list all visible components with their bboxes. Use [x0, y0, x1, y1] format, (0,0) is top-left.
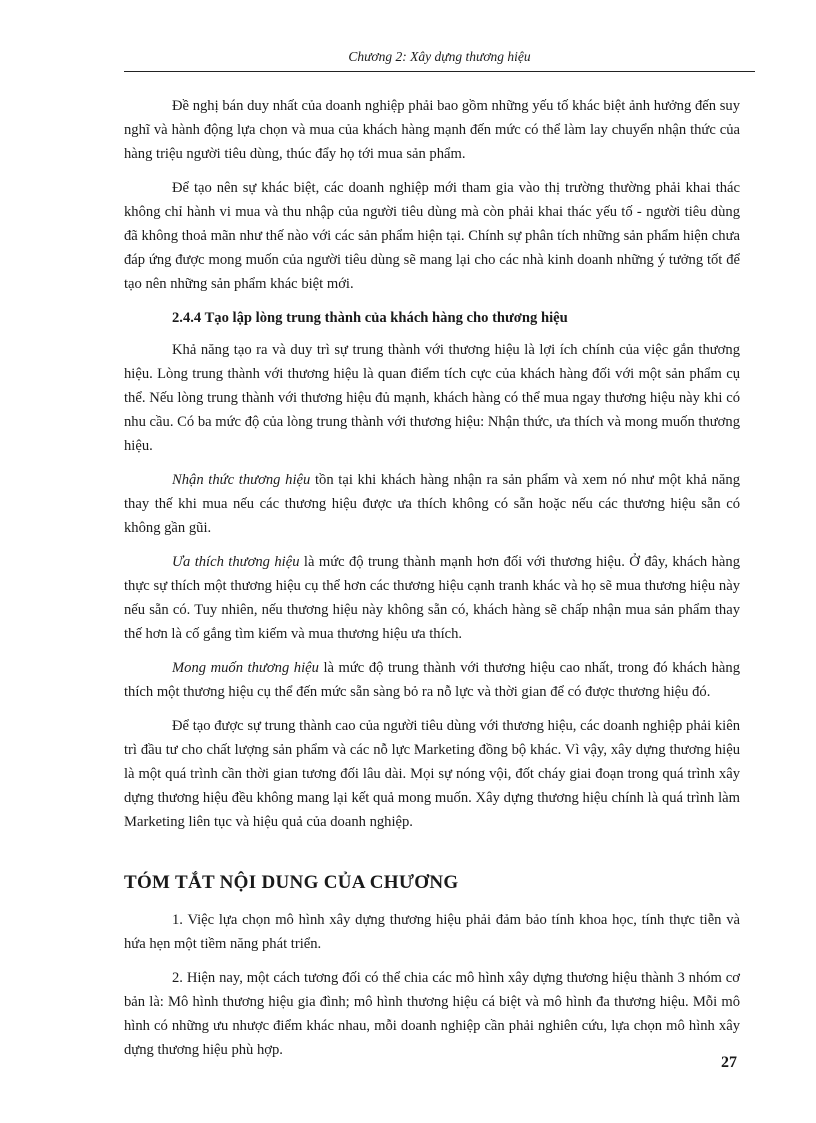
- paragraph: Để tạo nên sự khác biệt, các doanh nghiệp mới tham gia vào thị trường thường phải khai thác không chỉ hành vi mua và thu nhập của người tiêu dùng mà còn phải khai thác yếu tố - người tiêu dùng đã không thoả mãn như thế nào với các sản phẩm hiện tại. Chính sự phân tích những sản phẩm hiện chưa đáp ứng được mong muốn của người tiêu dùng sẽ mang lại cho các nhà kinh doanh những ý tưởng tốt để tạo nên những sản phẩm khác biệt mới.: [124, 180, 740, 292]
- term-awareness-text: tồn tại khi khách hàng nhận ra sản phẩm và xem nó như một khả năng thay thế khi mua nếu các thương hiệu được ưa thích không có sẵn hoặc nếu các thương hiệu sẵn có không gần gũi.: [124, 472, 740, 536]
- paragraph: [124, 656, 740, 704]
- term-insistence-text: là mức độ trung thành với thương hiệu cao nhất, trong đó khách hàng thích một thương hiệu cụ thể đến mức sẵn sàng bỏ ra nỗ lực và thời gian để có được thương hiệu đó.: [124, 660, 740, 700]
- paragraph: [124, 550, 740, 646]
- paragraph: Để tạo được sự trung thành cao của người tiêu dùng với thương hiệu, các doanh nghiệp phải kiên trì đầu tư cho chất lượng sản phẩm và các nỗ lực Marketing đồng bộ khác. Vì vậy, xây dựng thương hiệu là một quá trình cần thời gian tương đối lâu dài. Mọi sự nóng vội, đốt cháy giai đoạn trong quá trình xây dựng thương hiệu đều không mang lại kết quả mong muốn. Xây dựng thương hiệu chính là quá trình làm Marketing liên tục và hiệu quả của doanh nghiệp.: [124, 718, 740, 830]
- term-awareness: Nhận thức thương hiệu: [172, 472, 311, 488]
- summary-title: TÓM TẮT NỘI DUNG CỦA CHƯƠNG: [124, 872, 459, 893]
- header-rule: [124, 71, 755, 72]
- term-preference: Ưa thích thương hiệu: [172, 554, 300, 570]
- page-number: 27: [721, 1054, 737, 1071]
- paragraph: [124, 468, 740, 540]
- term-insistence: Mong muốn thương hiệu: [172, 660, 319, 676]
- running-header: Chương 2: Xây dựng thương hiệu: [348, 49, 531, 64]
- section-heading: 2.4.4 Tạo lập lòng trung thành của khách hàng cho thương hiệu: [172, 310, 568, 326]
- page-body: [124, 94, 740, 1072]
- term-preference-text: là mức độ trung thành mạnh hơn đối với thương hiệu. Ở đây, khách hàng thực sự thích một thương hiệu cụ thể hơn các thương hiệu cạnh tranh khác và họ sẽ mua thương hiệu này nếu sẵn có. Tuy nhiên, nếu thương hiệu này không sẵn có, khách hàng sẽ chấp nhận mua sản phẩm thay thế hơn là cố gắng tìm kiếm và mua thương hiệu ưa thích.: [124, 554, 740, 642]
- paragraph: Khả năng tạo ra và duy trì sự trung thành với thương hiệu là lợi ích chính của việc gắn thương hiệu. Lòng trung thành với thương hiệu là quan điểm tích cực của khách hàng đối với một sản phẩm cụ thể. Nếu lòng trung thành với thương hiệu đủ mạnh, khách hàng có thể mua ngay thương hiệu này khi có nhu cầu. Có ba mức độ của lòng trung thành với thương hiệu: Nhận thức, ưa thích và mong muốn thương hiệu.: [124, 342, 740, 454]
- summary-item: 1. Việc lựa chọn mô hình xây dựng thương hiệu phải đảm bảo tính khoa học, tính thực tiễn và hứa hẹn một tiềm năng phát triển.: [124, 912, 740, 952]
- summary-item: 2. Hiện nay, một cách tương đối có thể chia các mô hình xây dựng thương hiệu thành 3 nhóm cơ bản là: Mô hình thương hiệu gia đình; mô hình thương hiệu cá biệt và mô hình đa thương hiệu. Mỗi mô hình có những ưu nhược điểm khác nhau, mỗi doanh nghiệp cần phải nghiên cứu, lựa chọn mô hình xây dựng thương hiệu phù hợp.: [124, 970, 740, 1058]
- paragraph: Đề nghị bán duy nhất của doanh nghiệp phải bao gồm những yếu tố khác biệt ảnh hưởng đến suy nghĩ và hành động lựa chọn và mua của khách hàng mạnh đến mức có thể làm lay chuyển nhận thức của hàng triệu người tiêu dùng, thúc đẩy họ tới mua sản phẩm.: [124, 98, 740, 162]
